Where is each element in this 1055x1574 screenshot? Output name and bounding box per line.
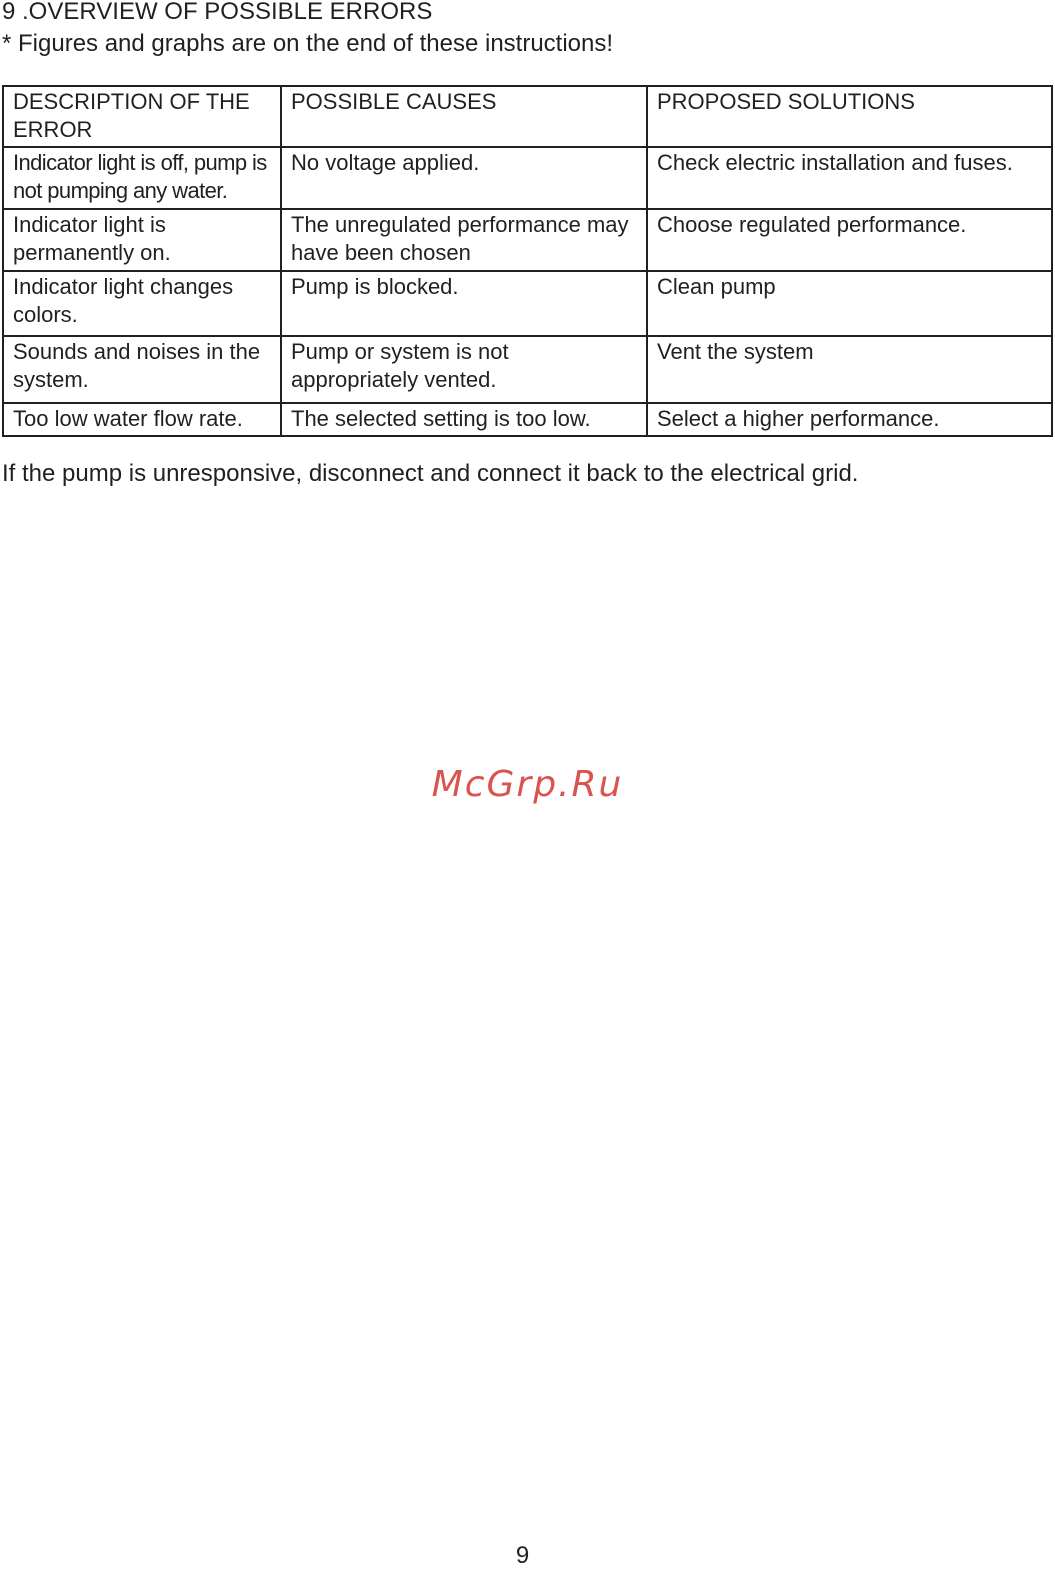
column-header-description: DESCRIPTION OF THE ERROR xyxy=(3,86,281,147)
table-header-row xyxy=(3,86,1052,147)
column-header-causes: POSSIBLE CAUSES xyxy=(281,86,647,147)
table-row xyxy=(3,403,1052,436)
error-description-cell: Indicator light is off, pump is not pumping any water. xyxy=(3,147,281,209)
possible-cause-cell: Pump is blocked. xyxy=(281,271,647,336)
table-row xyxy=(3,271,1052,336)
page-number: 9 xyxy=(515,1542,530,1569)
errors-table xyxy=(2,85,1053,437)
proposed-solution-cell: Select a higher performance. xyxy=(647,403,1052,436)
possible-cause-cell: The unregulated performance may have been chosen xyxy=(281,209,647,271)
column-header-solutions: PROPOSED SOLUTIONS xyxy=(647,86,1052,147)
possible-cause-cell: The selected setting is too low. xyxy=(281,403,647,436)
proposed-solution-cell: Clean pump xyxy=(647,271,1052,336)
possible-cause-cell: No voltage applied. xyxy=(281,147,647,209)
figures-note: * Figures and graphs are on the end of these instructions! xyxy=(2,30,614,57)
proposed-solution-cell: Vent the system xyxy=(647,336,1052,403)
table-row xyxy=(3,336,1052,403)
watermark-logo: McGrp.Ru xyxy=(431,764,624,805)
table-row xyxy=(3,209,1052,271)
error-description-cell: Sounds and noises in the system. xyxy=(3,336,281,403)
proposed-solution-cell: Choose regulated performance. xyxy=(647,209,1052,271)
error-description-cell: Indicator light is permanently on. xyxy=(3,209,281,271)
section-heading: 9 .OVERVIEW OF POSSIBLE ERRORS xyxy=(2,0,433,25)
proposed-solution-cell: Check electric installation and fuses. xyxy=(647,147,1052,209)
error-description-cell: Too low water flow rate. xyxy=(3,403,281,436)
table-row xyxy=(3,147,1052,209)
error-description-cell: Indicator light changes colors. xyxy=(3,271,281,336)
possible-cause-cell: Pump or system is not appropriately vented. xyxy=(281,336,647,403)
reset-instruction: If the pump is unresponsive, disconnect and connect it back to the electrical grid. xyxy=(2,460,859,487)
